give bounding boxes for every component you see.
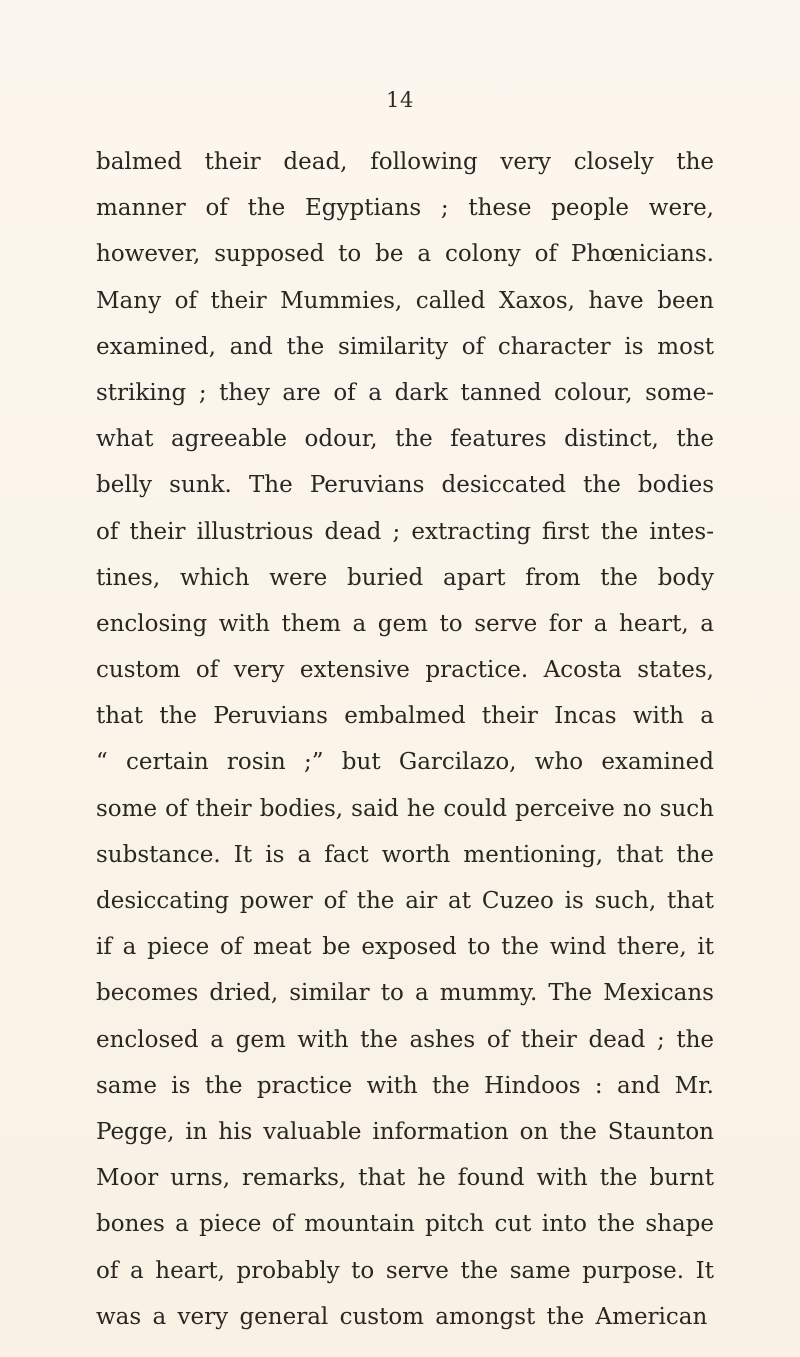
text-line: balmed their dead, following very closely the bbox=[96, 149, 714, 175]
text-line: custom of very extensive practice. Acosta states, bbox=[96, 657, 714, 684]
text-line: that the Peruvians embalmed their Incas with a bbox=[96, 703, 714, 730]
text-line: belly sunk. The Peruvians desiccated the bodies bbox=[96, 472, 714, 499]
text-line: tines, which were buried apart from the body bbox=[96, 564, 714, 591]
text-line: Pegge, in his valuable information on the Staunton bbox=[96, 1118, 714, 1145]
text-line: manner of the Egyptians ; these people were, bbox=[96, 195, 714, 222]
text-line: substance. It is a fact worth mentioning, that the bbox=[96, 841, 714, 868]
text-line: of a heart, probably to serve the same purpose. It bbox=[96, 1257, 714, 1284]
text-line: what agreeable odour, the features distinct, the bbox=[96, 426, 714, 453]
text-line: Moor urns, remarks, that he found with the burnt bbox=[96, 1165, 714, 1192]
text-line: of their illustrious dead ; extracting first the intes- bbox=[96, 518, 714, 545]
text-line: “ certain rosin ;” but Garcilazo, who examined bbox=[96, 749, 714, 776]
text-line: Many of their Mummies, called Xaxos, have been bbox=[96, 287, 714, 314]
page-number: 14 bbox=[386, 88, 414, 112]
text-line: striking ; they are of a dark tanned colour, some- bbox=[96, 379, 714, 406]
text-line: desiccating power of the air at Cuzeo is such, that bbox=[96, 888, 714, 914]
text-line: enclosed a gem with the ashes of their dead ; the bbox=[96, 1026, 714, 1053]
text-line: was a very general custom amongst the American bbox=[96, 1303, 708, 1330]
text-line: same is the practice with the Hindoos : and Mr. bbox=[96, 1072, 714, 1099]
text-line: becomes dried, similar to a mummy. The Mexicans bbox=[96, 980, 714, 1007]
text-line: however, supposed to be a colony of Phœnicians. bbox=[96, 241, 714, 268]
text-line: some of their bodies, said he could perceive no such bbox=[96, 795, 714, 822]
text-line: enclosing with them a gem to serve for a heart, a bbox=[96, 610, 714, 637]
text-line: examined, and the similarity of character is most bbox=[96, 333, 714, 360]
text-line: if a piece of meat be exposed to the wind there, it bbox=[96, 934, 714, 961]
body-text bbox=[96, 139, 714, 1340]
text-line: bones a piece of mountain pitch cut into the shape bbox=[96, 1211, 714, 1238]
